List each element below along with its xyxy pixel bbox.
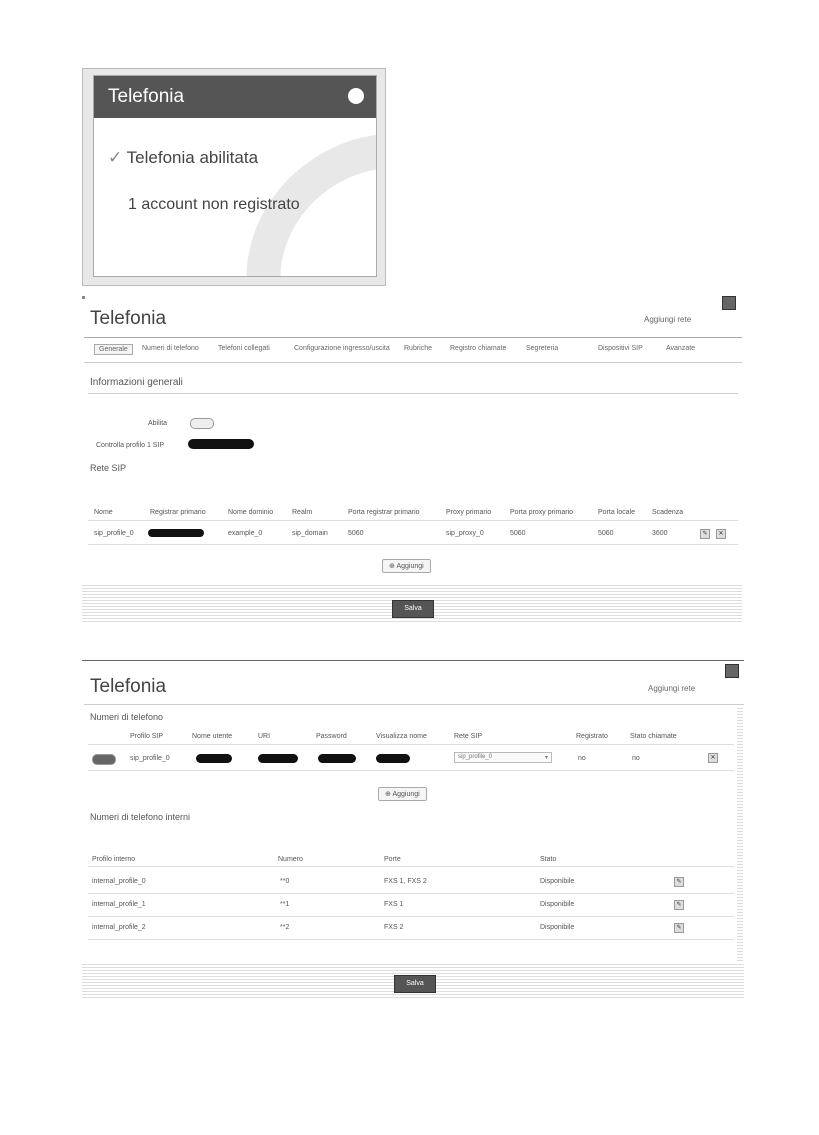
- num-header-divider: [88, 744, 734, 745]
- title-divider: [84, 337, 742, 338]
- add-number-button[interactable]: ⊕ Aggiungi: [378, 787, 427, 801]
- cell-internal-ports: FXS 1: [384, 901, 404, 908]
- network-select[interactable]: sip_profile_0 ▾: [454, 752, 552, 763]
- cell-proxy-port: 5060: [510, 530, 526, 537]
- page-title: Telefonia: [90, 308, 167, 329]
- enable-label: Abilita: [148, 420, 168, 427]
- redacted-registrar: [148, 529, 204, 537]
- num-col-uri: URI: [258, 733, 271, 740]
- col-domain: Nome dominio: [228, 509, 274, 516]
- tab-advanced[interactable]: Avanzate: [666, 345, 696, 352]
- num-col-status: Stato chiamate: [630, 733, 677, 740]
- edit-icon[interactable]: ✎: [700, 529, 710, 539]
- number-enable-toggle[interactable]: [92, 754, 116, 765]
- redacted-value: [188, 439, 254, 449]
- cell-internal-profile: internal_profile_1: [92, 901, 146, 908]
- section-internal-title: Numeri di telefono interni: [90, 812, 191, 822]
- cell-internal-status: Disponibile: [540, 901, 575, 908]
- tab-linked-phones[interactable]: Telefoni collegati: [218, 345, 270, 352]
- col-local-port: Porta locale: [598, 509, 635, 516]
- edit-icon[interactable]: ✎: [674, 923, 684, 933]
- cell-domain: example_0: [228, 530, 263, 537]
- cell-local-port: 5060: [598, 530, 614, 537]
- int-header-divider: [88, 866, 734, 867]
- widget-status: ✓ Telefonia abilitata: [108, 148, 259, 167]
- section-network-title: Rete SIP: [90, 463, 127, 473]
- cell-internal-profile: internal_profile_0: [92, 878, 146, 885]
- table-row: [88, 920, 734, 938]
- section-general-title: Informazioni generali: [90, 377, 183, 388]
- col-name: Nome: [94, 509, 113, 516]
- section-divider: [88, 393, 738, 394]
- panel-icon[interactable]: [722, 296, 736, 310]
- cell-sip-profile: sip_profile_0: [130, 755, 170, 762]
- cell-internal-number: **1: [280, 901, 290, 908]
- redacted-display-name: [376, 754, 410, 763]
- header-divider: [88, 520, 738, 521]
- tab-general[interactable]: Generale: [94, 344, 133, 355]
- cell-call-status: no: [632, 755, 640, 762]
- delete-number-icon[interactable]: ✕: [708, 753, 718, 763]
- cell-proxy: sip_proxy_0: [446, 530, 484, 537]
- panel2-icon[interactable]: [725, 664, 739, 678]
- cell-internal-status: Disponibile: [540, 924, 575, 931]
- circle-icon[interactable]: [348, 88, 364, 104]
- num-col-username: Nome utente: [192, 733, 233, 740]
- col-proxy: Proxy primario: [446, 509, 492, 516]
- panel2-save-button[interactable]: Salva: [394, 975, 436, 993]
- col-registrar-port: Porta registrar primario: [348, 509, 420, 516]
- num-col-display: Visualizza nome: [376, 733, 427, 740]
- cell-internal-number: **0: [280, 878, 290, 885]
- widget-body: [93, 75, 377, 277]
- check-icon: ✓: [108, 148, 127, 167]
- panel2-scrollbar[interactable]: [737, 706, 743, 964]
- num-col-network: Rete SIP: [454, 733, 483, 740]
- add-network-link[interactable]: Aggiungi rete: [644, 315, 692, 324]
- add-network-button[interactable]: ⊕ Aggiungi: [382, 559, 431, 573]
- plus-icon: ⊕: [385, 791, 393, 798]
- cell-expiry: 3600: [652, 530, 668, 537]
- num-col-profile: Profilo SIP: [130, 733, 164, 740]
- cell-internal-ports: FXS 1, FXS 2: [384, 878, 427, 885]
- cell-name: sip_profile_0: [94, 530, 134, 537]
- tab-voicemail[interactable]: Segreteria: [526, 345, 559, 352]
- row-divider: [88, 939, 734, 940]
- panel2-add-network-link[interactable]: Aggiungi rete: [648, 684, 696, 693]
- panel2-title: Telefonia: [90, 676, 167, 697]
- save-button[interactable]: Salva: [392, 600, 434, 618]
- edit-icon[interactable]: ✎: [674, 877, 684, 887]
- col-expiry: Scadenza: [652, 509, 684, 516]
- profile-label: Controlla profilo 1 SIP: [96, 442, 165, 449]
- cell-registered: no: [578, 755, 586, 762]
- int-col-ports: Porte: [384, 856, 401, 863]
- table-row: [88, 897, 734, 915]
- widget-header: [94, 76, 376, 118]
- row-divider: [88, 916, 734, 917]
- redacted-uri: [258, 754, 298, 763]
- redacted-username: [196, 754, 232, 763]
- cell-registrar-port: 5060: [348, 530, 364, 537]
- delete-icon[interactable]: ✕: [716, 529, 726, 539]
- tab-sip-devices[interactable]: Dispositivi SIP: [598, 345, 643, 352]
- num-col-password: Password: [316, 733, 347, 740]
- num-row-divider: [88, 770, 734, 771]
- tab-phonebooks[interactable]: Rubriche: [404, 345, 433, 352]
- cell-internal-profile: internal_profile_2: [92, 924, 146, 931]
- enable-toggle[interactable]: [190, 418, 214, 429]
- cell-internal-status: Disponibile: [540, 878, 575, 885]
- tab-call-log[interactable]: Registro chiamate: [450, 345, 507, 352]
- table-row: [88, 526, 738, 542]
- row-divider: [88, 544, 738, 545]
- col-registrar: Registrar primario: [150, 509, 206, 516]
- col-proxy-port: Porta proxy primario: [510, 509, 574, 516]
- plus-icon: ⊕: [389, 563, 397, 570]
- edit-icon[interactable]: ✎: [674, 900, 684, 910]
- row-divider: [88, 893, 734, 894]
- divider-dot: [82, 296, 85, 299]
- int-col-status: Stato: [540, 856, 557, 863]
- tab-io-config[interactable]: Configurazione ingresso/uscita: [294, 345, 390, 352]
- widget-accounts[interactable]: 1 account non registrato: [128, 196, 300, 213]
- cell-realm: sip_domain: [292, 530, 328, 537]
- tab-bar: [88, 344, 740, 357]
- redacted-password: [318, 754, 356, 763]
- cell-internal-ports: FXS 2: [384, 924, 404, 931]
- telephony-widget: [82, 68, 386, 286]
- cell-internal-number: **2: [280, 924, 290, 931]
- col-realm: Realm: [292, 509, 313, 516]
- table-row: [88, 874, 734, 892]
- int-col-number: Numero: [278, 856, 303, 863]
- tab-phone-numbers[interactable]: Numeri di telefono: [142, 345, 199, 352]
- num-col-registered: Registrato: [576, 733, 608, 740]
- panel2-top-border: [82, 660, 744, 661]
- widget-title: Telefonia: [108, 86, 185, 107]
- panel2-divider: [84, 704, 744, 705]
- section-numbers-title: Numeri di telefono: [90, 712, 164, 722]
- tabs-divider: [84, 362, 742, 363]
- int-col-profile: Profilo interno: [92, 856, 136, 863]
- chevron-down-icon: ▾: [544, 755, 548, 761]
